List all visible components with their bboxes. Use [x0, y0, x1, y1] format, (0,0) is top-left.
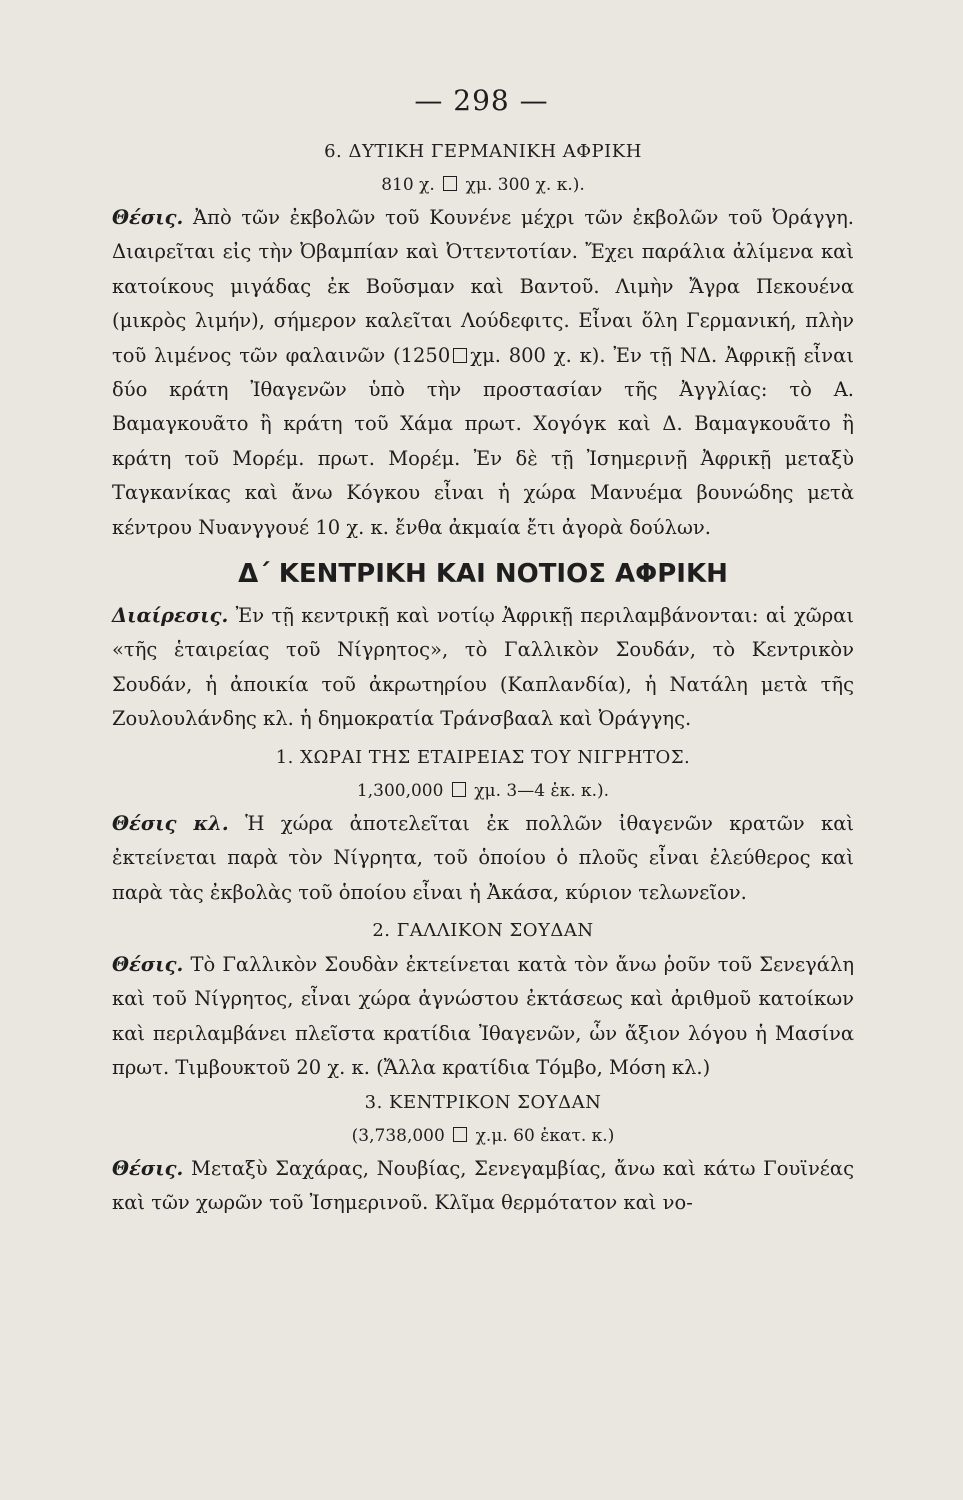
paragraph-body: Ἀπὸ τῶν ἐκβολῶν τοῦ Κουνένε μέχρι τῶν ἐκβολῶν τοῦ Ὀράγγη. Διαιρεῖται εἰς τὴν Ὀβαμπίαν καὶ Ὀττεντοτίαν. Ἔχει παράλια ἀλίμενα καὶ κατοίκους μιγάδας ἐκ Βοῦσμαν καὶ Βαντοῦ. Λιμὴν Ἄγρα Πεκουένα (μικρὸς λιμήν), σήμερον καλεῖται Λούδεφιτς. Εἶναι ὅλη Γερμανική, πλὴν τοῦ λιμένος τῶν φαλαινῶν (1250: [112, 206, 855, 367]
stats-area: (3,738,000: [351, 1125, 445, 1146]
stats-area: 810 χ.: [381, 175, 435, 195]
paragraph-lead: Θέσις.: [112, 206, 184, 229]
section-stats: [112, 775, 854, 807]
paragraph-lead: Διαίρεσις.: [112, 604, 229, 628]
square-symbol-icon: [453, 1127, 467, 1142]
section-stats: [112, 1120, 854, 1152]
square-symbol-icon: [443, 176, 457, 191]
square-symbol-icon: [452, 782, 466, 797]
paragraph-body: Ἡ χώρα ἀποτελεῖται ἐκ πολλῶν ἰθαγενῶν κρατῶν καὶ ἐκτείνεται παρὰ τὸν Νίγρητα, τοῦ ὁποίου ὁ πλοῦς εἶναι ἐλεύθερος καὶ παρὰ τὰς ἐκβολὰς τοῦ ὁποίου εἶναι ἡ Ἀκάσα, κύριον τελωνεῖον.: [112, 811, 855, 904]
paragraph-lead: Θέσις κλ.: [112, 811, 229, 835]
stats-population: χμ. 300 χ. κ.).: [465, 175, 585, 195]
page-text: [112, 135, 854, 1220]
section-paragraph: [112, 948, 854, 1086]
page-number: — 298 —: [414, 84, 549, 117]
section-paragraph: [112, 807, 854, 910]
stats-population: χμ. 3—4 ἑκ. κ.).: [474, 780, 610, 801]
section-heading: 2. ΓΑΛΛΙΚΟΝ ΣΟΥΔΑΝ: [372, 919, 594, 941]
paragraph-body: Τὸ Γαλλικὸν Σουδὰν ἐκτείνεται κατὰ τὸν ἄνω ῥοῦν τοῦ Σενεγάλη καὶ τοῦ Νίγρητος, εἶναι χώρα ἀγνώστου ἐκτάσεως καὶ ἀριθμοῦ κατοίκων καὶ περιλαμβάνει πλεῖστα κρατίδια Ἰθαγενῶν, ὧν ἄξιον λόγου ἡ Μασίνα πρωτ. Τιμβουκτοῦ 20 χ. κ. (Ἄλλα κρατίδια Τόμβο, Μόση κλ.): [112, 952, 855, 1080]
paragraph-body: Ἐν τῇ κεντρικῇ καὶ νοτίῳ Ἀφρικῇ περιλαμβάνονται: αἱ χῶραι «τῆς ἑταιρείας τοῦ Νίγρητος», τὸ Γαλλικὸν Σουδάν, τὸ Κεντρικὸν Σουδάν, ἡ ἀποικία τοῦ ἀκρωτηρίου (Καπλανδία), ἡ Νατάλη μετὰ τῆς Ζουλουλάνδης κλ. ἡ δημοκρατία Τράνσβααλ καὶ Ὀράγγης.: [112, 604, 854, 731]
division-paragraph: [112, 599, 854, 737]
section-paragraph: [112, 201, 854, 545]
square-symbol-icon: [453, 348, 467, 363]
part-heading: Δ΄ ΚΕΝΤΡΙΚΗ ΚΑΙ ΝΟΤΙΟΣ ΑΦΡΙΚΗ: [238, 559, 728, 590]
paragraph-lead: Θέσις.: [112, 1156, 184, 1180]
stats-population: χ.μ. 60 ἑκατ. κ.): [475, 1125, 615, 1146]
paragraph-body: Μεταξὺ Σαχάρας, Νουβίας, Σενεγαμβίας, ἄνω καὶ κάτω Γουϊνέας καὶ τῶν χωρῶν τοῦ Ἰσημερινοῦ. Κλῖμα θερμότατον καὶ νο-: [112, 1156, 854, 1214]
stats-area: 1,300,000: [356, 780, 444, 801]
section-heading: 6. ΔΥΤΙΚΗ ΓΕΡΜΑΝΙΚΗ ΑΦΡΙΚΗ: [324, 141, 642, 162]
section-paragraph: [112, 1152, 854, 1221]
paragraph-body-continued: χμ. 800 χ. κ). Ἐν τῇ ΝΔ. Ἀφρικῇ εἶναι δύο κράτη Ἰθαγενῶν ὑπὸ τὴν προστασίαν τῆς Ἀγγλίας: τὸ Α. Βαμαγκουᾶτο ἢ κράτη τοῦ Χάμα πρωτ. Χογόγκ καὶ Δ. Βαμαγκουᾶτο ἢ κράτη τοῦ Μορέμ. πρωτ. Μορέμ. Ἐν δὲ τῇ Ἰσημερινῇ Ἀφρικῇ μεταξὺ Ταγκανίκας καὶ ἄνω Κόγκου εἶναι ἡ χώρα Μανυέμα βουνώδης μετὰ κέντρου Νυανγγουέ 10 χ. κ. ἔνθα ἀκμαία ἔτι ἀγορὰ δούλων.: [112, 343, 854, 539]
section-heading: 1. ΧΩΡΑΙ ΤΗΣ ΕΤΑΙΡΕΙΑΣ ΤΟΥ ΝΙΓΡΗΤΟΣ.: [275, 746, 691, 768]
section-stats: [112, 169, 854, 201]
section-heading: 3. ΚΕΝΤΡΙΚΟΝ ΣΟΥΔΑΝ: [364, 1091, 602, 1113]
paragraph-lead: Θέσις.: [112, 952, 184, 976]
